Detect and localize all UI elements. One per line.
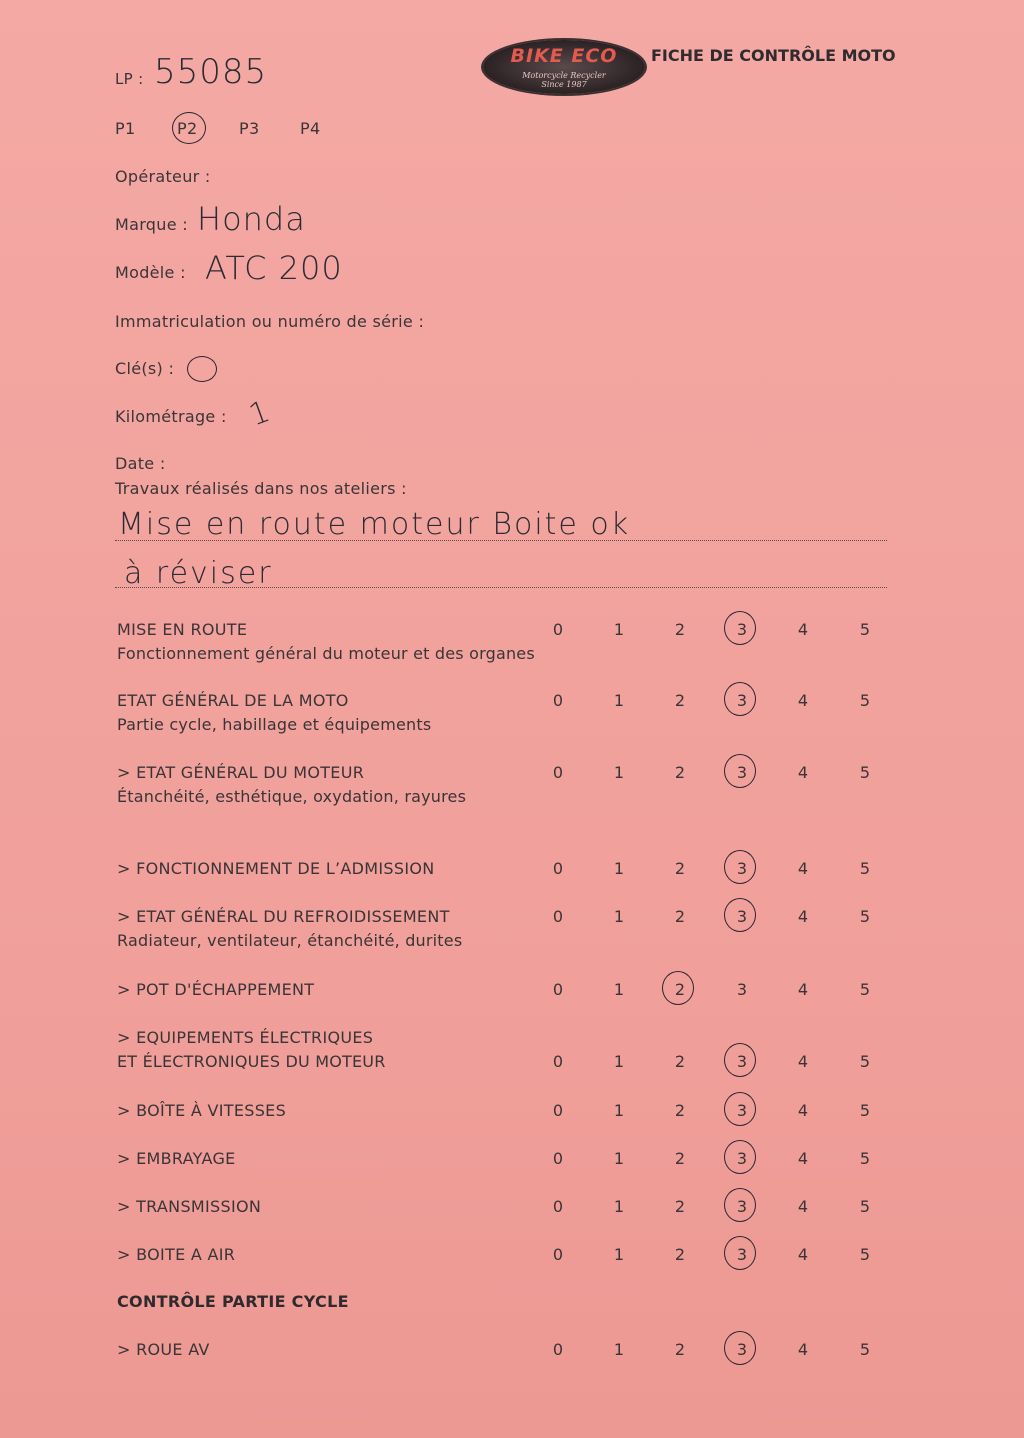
score-option[interactable]: 5 xyxy=(859,1197,871,1216)
score-option[interactable]: 0 xyxy=(552,763,564,782)
keys-label: Clé(s) : xyxy=(115,359,175,378)
score-option[interactable]: 4 xyxy=(797,1245,809,1264)
row-title: > BOITE A AIR xyxy=(117,1245,236,1264)
score-option-selected[interactable]: 3 xyxy=(732,620,752,639)
score-option-selected[interactable]: 3 xyxy=(732,1101,752,1120)
score-option[interactable]: 0 xyxy=(552,620,564,639)
sheet-title: FICHE DE CONTRÔLE MOTO xyxy=(651,46,896,65)
score-option[interactable]: 1 xyxy=(613,1340,625,1359)
score-option[interactable]: 0 xyxy=(552,1245,564,1264)
score-option[interactable]: 5 xyxy=(859,1340,871,1359)
score-option[interactable]: 1 xyxy=(613,691,625,710)
score-option[interactable]: 4 xyxy=(797,1101,809,1120)
section-cycle-title: CONTRÔLE PARTIE CYCLE xyxy=(117,1292,349,1311)
score-option[interactable]: 1 xyxy=(613,859,625,878)
score-option[interactable]: 2 xyxy=(674,1197,686,1216)
score-option[interactable]: 2 xyxy=(674,1245,686,1264)
score-option[interactable]: 2 xyxy=(674,1340,686,1359)
score-option[interactable]: 4 xyxy=(797,980,809,999)
row-title: > ETAT GÉNÉRAL DU MOTEUR xyxy=(117,763,365,782)
model-label: Modèle : xyxy=(115,263,186,282)
row-title: > TRANSMISSION xyxy=(117,1197,262,1216)
score-option[interactable]: 4 xyxy=(797,1197,809,1216)
score-option[interactable]: 5 xyxy=(859,907,871,926)
row-title: > EMBRAYAGE xyxy=(117,1149,236,1168)
score-option-selected[interactable]: 3 xyxy=(732,907,752,926)
row-title: MISE EN ROUTE xyxy=(117,620,248,639)
keys-value xyxy=(191,356,193,357)
score-option[interactable]: 1 xyxy=(613,1101,625,1120)
score-option[interactable]: 5 xyxy=(859,620,871,639)
score-option-selected[interactable]: 3 xyxy=(732,1197,752,1216)
works-dotted-line-1 xyxy=(115,540,887,541)
brand-value: Honda xyxy=(197,200,306,238)
bike-eco-logo xyxy=(483,40,645,94)
score-option[interactable]: 1 xyxy=(613,620,625,639)
score-option[interactable]: 5 xyxy=(859,1101,871,1120)
score-option[interactable]: 2 xyxy=(674,1101,686,1120)
score-option[interactable]: 5 xyxy=(859,1245,871,1264)
works-dotted-line-2 xyxy=(115,587,887,588)
score-option[interactable]: 2 xyxy=(674,691,686,710)
row-title: > POT D'ÉCHAPPEMENT xyxy=(117,980,315,999)
score-option[interactable]: 2 xyxy=(674,907,686,926)
works-line-1: Mise en route moteur Boite ok xyxy=(118,507,631,542)
score-option-selected[interactable]: 3 xyxy=(732,1052,752,1071)
score-option[interactable]: 4 xyxy=(797,1340,809,1359)
score-option-selected[interactable]: 3 xyxy=(732,859,752,878)
score-option[interactable]: 0 xyxy=(552,907,564,926)
score-option[interactable]: 4 xyxy=(797,1149,809,1168)
row-title: ETAT GÉNÉRAL DE LA MOTO xyxy=(117,691,349,710)
score-option-selected[interactable]: 2 xyxy=(670,980,690,999)
logo-brand: BIKE ECO xyxy=(510,45,618,67)
score-option[interactable]: 1 xyxy=(613,1149,625,1168)
score-option-selected[interactable]: 3 xyxy=(732,1245,752,1264)
row-subtitle: Fonctionnement général du moteur et des organes xyxy=(117,644,535,663)
score-option[interactable]: 0 xyxy=(552,1052,564,1071)
registration-label: Immatriculation ou numéro de série : xyxy=(115,312,425,331)
position-p4[interactable]: P4 xyxy=(300,119,321,138)
score-option[interactable]: 4 xyxy=(797,691,809,710)
keys-value-circle xyxy=(187,356,217,382)
row-title: > FONCTIONNEMENT DE L’ADMISSION xyxy=(117,859,435,878)
row-subtitle: Étanchéité, esthétique, oxydation, rayures xyxy=(117,787,467,806)
score-option[interactable]: 0 xyxy=(552,859,564,878)
mileage-value: 1 xyxy=(244,393,276,434)
score-option[interactable]: 4 xyxy=(797,1052,809,1071)
score-option-selected[interactable]: 3 xyxy=(732,1149,752,1168)
row-title: > ETAT GÉNÉRAL DU REFROIDISSEMENT xyxy=(117,907,450,926)
score-option[interactable]: 1 xyxy=(613,1197,625,1216)
score-option[interactable]: 4 xyxy=(797,763,809,782)
score-option[interactable]: 0 xyxy=(552,1101,564,1120)
score-option[interactable]: 2 xyxy=(674,1052,686,1071)
score-option[interactable]: 0 xyxy=(552,1197,564,1216)
score-option[interactable]: 2 xyxy=(674,859,686,878)
works-line-2: à réviser xyxy=(124,556,273,591)
score-option[interactable]: 2 xyxy=(674,620,686,639)
position-p1[interactable]: P1 xyxy=(115,119,136,138)
row-title: > ROUE AV xyxy=(117,1340,210,1359)
score-option[interactable]: 5 xyxy=(859,1149,871,1168)
row-subtitle: Partie cycle, habillage et équipements xyxy=(117,715,432,734)
lp-label: LP : xyxy=(115,70,144,88)
score-option[interactable]: 4 xyxy=(797,907,809,926)
row-title: > BOÎTE À VITESSES xyxy=(117,1101,287,1120)
score-option[interactable]: 5 xyxy=(859,691,871,710)
score-option[interactable]: 5 xyxy=(859,763,871,782)
score-option-selected[interactable]: 3 xyxy=(732,1340,752,1359)
mileage-label: Kilométrage : xyxy=(115,407,227,426)
score-option[interactable]: 5 xyxy=(859,980,871,999)
score-option[interactable]: 0 xyxy=(552,980,564,999)
score-option[interactable]: 5 xyxy=(859,859,871,878)
score-option[interactable]: 0 xyxy=(552,691,564,710)
score-option[interactable]: 4 xyxy=(797,620,809,639)
score-option[interactable]: 1 xyxy=(613,763,625,782)
score-option[interactable]: 2 xyxy=(674,763,686,782)
score-option[interactable]: 0 xyxy=(552,1149,564,1168)
score-option[interactable]: 3 xyxy=(736,980,748,999)
model-value: ATC 200 xyxy=(205,249,343,287)
score-option-selected[interactable]: 3 xyxy=(732,763,752,782)
row-subtitle: ET ÉLECTRONIQUES DU MOTEUR xyxy=(117,1052,386,1071)
logo-tagline: Motorcycle Recycler Since 1987 xyxy=(522,71,606,89)
position-p2[interactable]: P2 xyxy=(177,119,198,138)
score-option-selected[interactable]: 3 xyxy=(732,691,752,710)
operator-label: Opérateur : xyxy=(115,167,211,186)
score-option[interactable]: 1 xyxy=(613,1245,625,1264)
brand-label: Marque : xyxy=(115,215,188,234)
score-option[interactable]: 1 xyxy=(613,1052,625,1071)
score-option[interactable]: 1 xyxy=(613,980,625,999)
score-option[interactable]: 5 xyxy=(859,1052,871,1071)
lp-value: 55085 xyxy=(154,52,268,92)
date-label: Date : xyxy=(115,454,166,473)
score-option[interactable]: 0 xyxy=(552,1340,564,1359)
score-option[interactable]: 2 xyxy=(674,1149,686,1168)
row-title: > EQUIPEMENTS ÉLECTRIQUES xyxy=(117,1028,374,1047)
position-p3[interactable]: P3 xyxy=(239,119,260,138)
score-option[interactable]: 1 xyxy=(613,907,625,926)
row-subtitle: Radiateur, ventilateur, étanchéité, durites xyxy=(117,931,463,950)
works-label: Travaux réalisés dans nos ateliers : xyxy=(115,479,407,498)
score-option[interactable]: 4 xyxy=(797,859,809,878)
